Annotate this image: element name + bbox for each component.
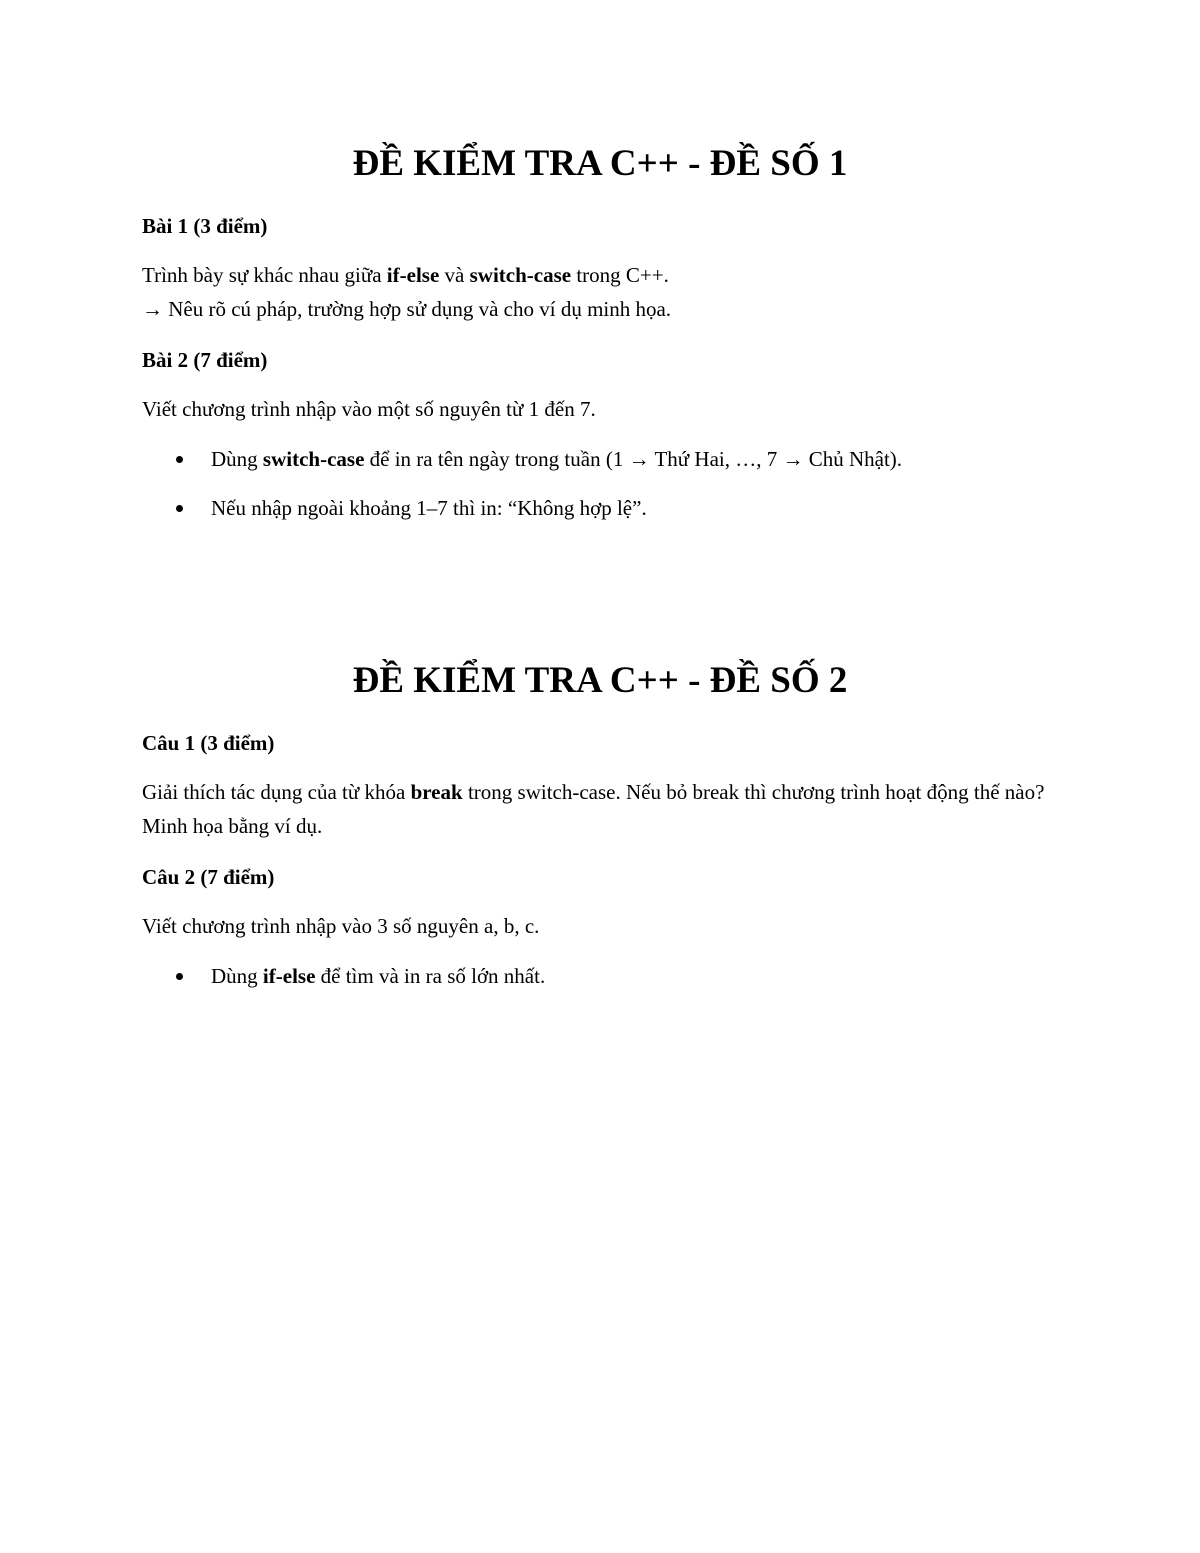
exam1-q2-bullet-1-text xyxy=(211,446,902,472)
bullet-text-part: Dùng xyxy=(211,447,263,471)
exam1-q1-keyword-switchcase: switch-case xyxy=(469,263,572,287)
bullet-text-part: để tìm và in ra số lớn nhất. xyxy=(315,964,546,988)
bullet-text-part: để in ra tên ngày trong tuần (1 → Thứ Hai, …, 7 → Chủ Nhật). xyxy=(364,447,903,471)
bullet-dot xyxy=(176,973,183,980)
exam2-title: ĐỀ KIỂM TRA C++ - ĐỀ SỐ 2 xyxy=(352,660,848,701)
exam2-q2-keyword-ifelse: if-else xyxy=(262,964,316,988)
exam2-q2-heading: Câu 2 (7 điểm) xyxy=(142,865,275,889)
exam1-q1-text-part: trong C++. xyxy=(571,263,669,287)
bullet-dot xyxy=(176,456,183,463)
bullet-text-part: Dùng xyxy=(211,964,263,988)
exam2-q1-text-part: Giải thích tác dụng của từ khóa xyxy=(142,780,411,804)
exam1-q1-text xyxy=(142,258,1062,326)
exam1-q1-heading: Bài 1 (3 điểm) xyxy=(142,214,268,238)
exam1-q1-text-line2: → Nêu rõ cú pháp, trường hợp sử dụng và cho ví dụ minh họa. xyxy=(142,297,672,321)
exam1-q1-text-part: Trình bày sự khác nhau giữa xyxy=(142,263,387,287)
exam2-q2-bullet-1-text xyxy=(211,963,545,989)
exam2-q1-text-part: trong switch-case. Nếu bỏ break thì chương trình hoạt động thế nào? Minh họa bằng ví dụ. xyxy=(142,780,1045,838)
exam2-q1-text xyxy=(142,775,1052,843)
exam2-q1-heading: Câu 1 (3 điểm) xyxy=(142,731,275,755)
exam1-title: ĐỀ KIỂM TRA C++ - ĐỀ SỐ 1 xyxy=(352,143,848,184)
exam1-q2-bullet-2-text: Nếu nhập ngoài khoảng 1–7 thì in: “Không hợp lệ”. xyxy=(211,496,647,520)
exam1-q1-text-part: và xyxy=(439,263,470,287)
exam1-q2-heading: Bài 2 (7 điểm) xyxy=(142,348,268,372)
exam2-q2-intro: Viết chương trình nhập vào 3 số nguyên a, b, c. xyxy=(142,914,540,938)
exam1-q1-keyword-ifelse: if-else xyxy=(386,263,440,287)
exam1-q2-intro: Viết chương trình nhập vào một số nguyên từ 1 đến 7. xyxy=(142,397,596,421)
exam1-q2-keyword-switchcase: switch-case xyxy=(262,447,365,471)
bullet-dot xyxy=(176,505,183,512)
exam2-q1-keyword-break: break xyxy=(410,780,463,804)
